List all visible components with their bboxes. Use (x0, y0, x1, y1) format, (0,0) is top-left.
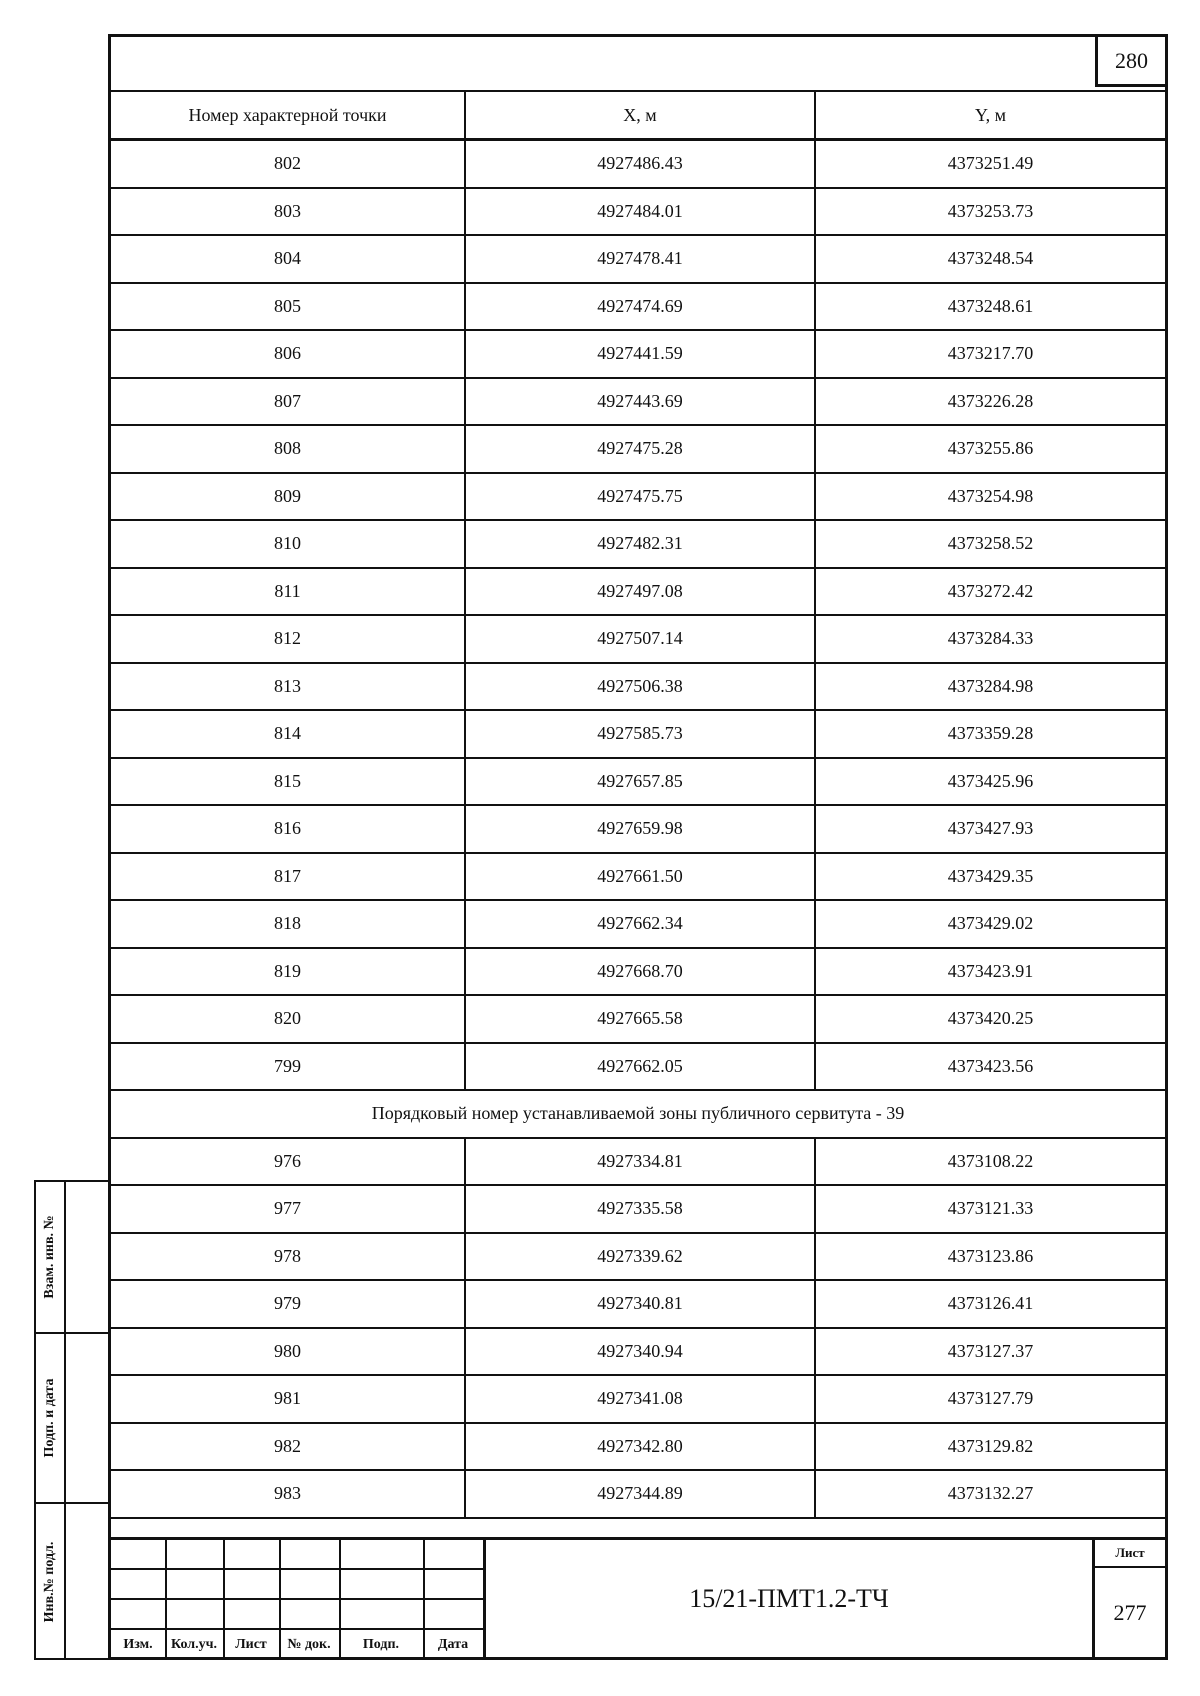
cell-point-number: 803 (111, 188, 465, 236)
table-row (111, 425, 1165, 473)
cell-point-number: 805 (111, 283, 465, 331)
cell-y: 4373420.25 (815, 995, 1165, 1043)
cell-y: 4373254.98 (815, 473, 1165, 521)
table-row (111, 995, 1165, 1043)
col-izm: Изм. (123, 1637, 153, 1652)
cell-point-number: 820 (111, 995, 465, 1043)
cell-x: 4927340.94 (465, 1328, 815, 1376)
table-row (111, 1280, 1165, 1328)
cell-y: 4373359.28 (815, 710, 1165, 758)
table-row (111, 568, 1165, 616)
cell-x: 4927665.58 (465, 995, 815, 1043)
cell-y: 4373123.86 (815, 1233, 1165, 1281)
table-row (111, 1470, 1165, 1518)
col-list: Лист (235, 1637, 267, 1652)
cell-x: 4927478.41 (465, 235, 815, 283)
cell-x: 4927486.43 (465, 140, 815, 188)
cell-x: 4927585.73 (465, 710, 815, 758)
cell-y: 4373129.82 (815, 1423, 1165, 1471)
cell-x: 4927661.50 (465, 853, 815, 901)
cell-x: 4927342.80 (465, 1423, 815, 1471)
cell-point-number: 816 (111, 805, 465, 853)
cell-x: 4927475.75 (465, 473, 815, 521)
cell-y: 4373248.61 (815, 283, 1165, 331)
table-row (111, 900, 1165, 948)
cell-point-number: 983 (111, 1470, 465, 1518)
table-row (111, 188, 1165, 236)
cell-point-number: 804 (111, 235, 465, 283)
cell-point-number: 813 (111, 663, 465, 711)
table-row (111, 235, 1165, 283)
cell-y: 4373272.42 (815, 568, 1165, 616)
cell-point-number: 981 (111, 1375, 465, 1423)
cell-y: 4373284.33 (815, 615, 1165, 663)
table-row (111, 1043, 1165, 1091)
revision-grid (111, 1540, 483, 1657)
col-signature: Подп. (362, 1637, 400, 1652)
cell-point-number: 802 (111, 140, 465, 188)
col-doc-number: № док. (287, 1637, 331, 1652)
cell-y: 4373251.49 (815, 140, 1165, 188)
cell-x: 4927668.70 (465, 948, 815, 996)
cell-point-number: 810 (111, 520, 465, 568)
cell-x: 4927506.38 (465, 663, 815, 711)
cell-y: 4373427.93 (815, 805, 1165, 853)
table-row (111, 663, 1165, 711)
table-row (111, 283, 1165, 331)
cell-x: 4927334.81 (465, 1138, 815, 1186)
cell-x: 4927657.85 (465, 758, 815, 806)
side-cell-podp-data (36, 1334, 108, 1504)
header-point-number: Номер характерной точки (111, 91, 465, 140)
col-kol-uch: Кол.уч. (170, 1637, 218, 1652)
sheet-number: 277 (1113, 1599, 1147, 1625)
cell-point-number: 980 (111, 1328, 465, 1376)
cell-y: 4373423.56 (815, 1043, 1165, 1091)
cell-y: 4373425.96 (815, 758, 1165, 806)
cell-y: 4373108.22 (815, 1138, 1165, 1186)
cell-x: 4927507.14 (465, 615, 815, 663)
table-row (111, 1138, 1165, 1186)
side-cell-inv-podl (36, 1504, 108, 1660)
cell-point-number: 979 (111, 1280, 465, 1328)
document-code: 15/21-ПМТ1.2-ТЧ (483, 1540, 1095, 1657)
table-row (111, 710, 1165, 758)
cell-point-number: 982 (111, 1423, 465, 1471)
table-row (111, 140, 1165, 188)
page-number: 280 (1095, 37, 1165, 87)
coordinates-table (111, 90, 1165, 1519)
section-title: Порядковый номер устанавливаемой зоны публичного сервитута - 39 (111, 1090, 1165, 1138)
cell-x: 4927341.08 (465, 1375, 815, 1423)
cell-y: 4373429.35 (815, 853, 1165, 901)
cell-y: 4373127.37 (815, 1328, 1165, 1376)
table-row (111, 330, 1165, 378)
cell-point-number: 812 (111, 615, 465, 663)
cell-x: 4927335.58 (465, 1185, 815, 1233)
table-row (111, 615, 1165, 663)
sheet-label: Лист (1095, 1540, 1165, 1568)
cell-y: 4373429.02 (815, 900, 1165, 948)
cell-x: 4927344.89 (465, 1470, 815, 1518)
cell-x: 4927484.01 (465, 188, 815, 236)
cell-point-number: 807 (111, 378, 465, 426)
table-row (111, 853, 1165, 901)
cell-y: 4373226.28 (815, 378, 1165, 426)
cell-point-number: 819 (111, 948, 465, 996)
cell-point-number: 817 (111, 853, 465, 901)
cell-x: 4927474.69 (465, 283, 815, 331)
table-row (111, 378, 1165, 426)
cell-y: 4373126.41 (815, 1280, 1165, 1328)
cell-point-number: 809 (111, 473, 465, 521)
cell-x: 4927497.08 (465, 568, 815, 616)
cell-y: 4373217.70 (815, 330, 1165, 378)
cell-point-number: 977 (111, 1185, 465, 1233)
table-row (111, 1233, 1165, 1281)
table-header-row (111, 91, 1165, 140)
cell-point-number: 978 (111, 1233, 465, 1281)
drawing-frame (108, 34, 1168, 1660)
table-row (111, 1375, 1165, 1423)
title-block (111, 1537, 1165, 1657)
cell-x: 4927340.81 (465, 1280, 815, 1328)
table-row (111, 473, 1165, 521)
sheet-box (1095, 1540, 1165, 1657)
cell-y: 4373253.73 (815, 188, 1165, 236)
table-row (111, 805, 1165, 853)
cell-x: 4927475.28 (465, 425, 815, 473)
cell-x: 4927662.34 (465, 900, 815, 948)
table-row (111, 1185, 1165, 1233)
cell-y: 4373121.33 (815, 1185, 1165, 1233)
side-label-podp-data: Подп. и дата (42, 1378, 57, 1458)
side-label-inv-podl: Инв.№ подл. (42, 1541, 57, 1623)
cell-point-number: 808 (111, 425, 465, 473)
cell-point-number: 815 (111, 758, 465, 806)
table-row (111, 758, 1165, 806)
table-row (111, 1328, 1165, 1376)
cell-x: 4927339.62 (465, 1233, 815, 1281)
cell-y: 4373258.52 (815, 520, 1165, 568)
col-date: Дата (437, 1637, 469, 1652)
cell-point-number: 811 (111, 568, 465, 616)
cell-point-number: 799 (111, 1043, 465, 1091)
cell-y: 4373423.91 (815, 948, 1165, 996)
cell-x: 4927441.59 (465, 330, 815, 378)
cell-point-number: 818 (111, 900, 465, 948)
header-y: Y, м (815, 91, 1165, 140)
cell-x: 4927659.98 (465, 805, 815, 853)
side-label-vzam-inv: Взам. инв. № (42, 1215, 57, 1299)
cell-point-number: 806 (111, 330, 465, 378)
cell-x: 4927662.05 (465, 1043, 815, 1091)
cell-point-number: 976 (111, 1138, 465, 1186)
cell-point-number: 814 (111, 710, 465, 758)
cell-y: 4373127.79 (815, 1375, 1165, 1423)
side-stamp (34, 1180, 108, 1660)
cell-y: 4373284.98 (815, 663, 1165, 711)
cell-x: 4927443.69 (465, 378, 815, 426)
cell-y: 4373255.86 (815, 425, 1165, 473)
cell-y: 4373132.27 (815, 1470, 1165, 1518)
section-row (111, 1090, 1165, 1138)
cell-x: 4927482.31 (465, 520, 815, 568)
cell-y: 4373248.54 (815, 235, 1165, 283)
side-cell-vzam-inv (36, 1182, 108, 1334)
table-row (111, 520, 1165, 568)
header-x: X, м (465, 91, 815, 140)
table-row (111, 948, 1165, 996)
table-row (111, 1423, 1165, 1471)
